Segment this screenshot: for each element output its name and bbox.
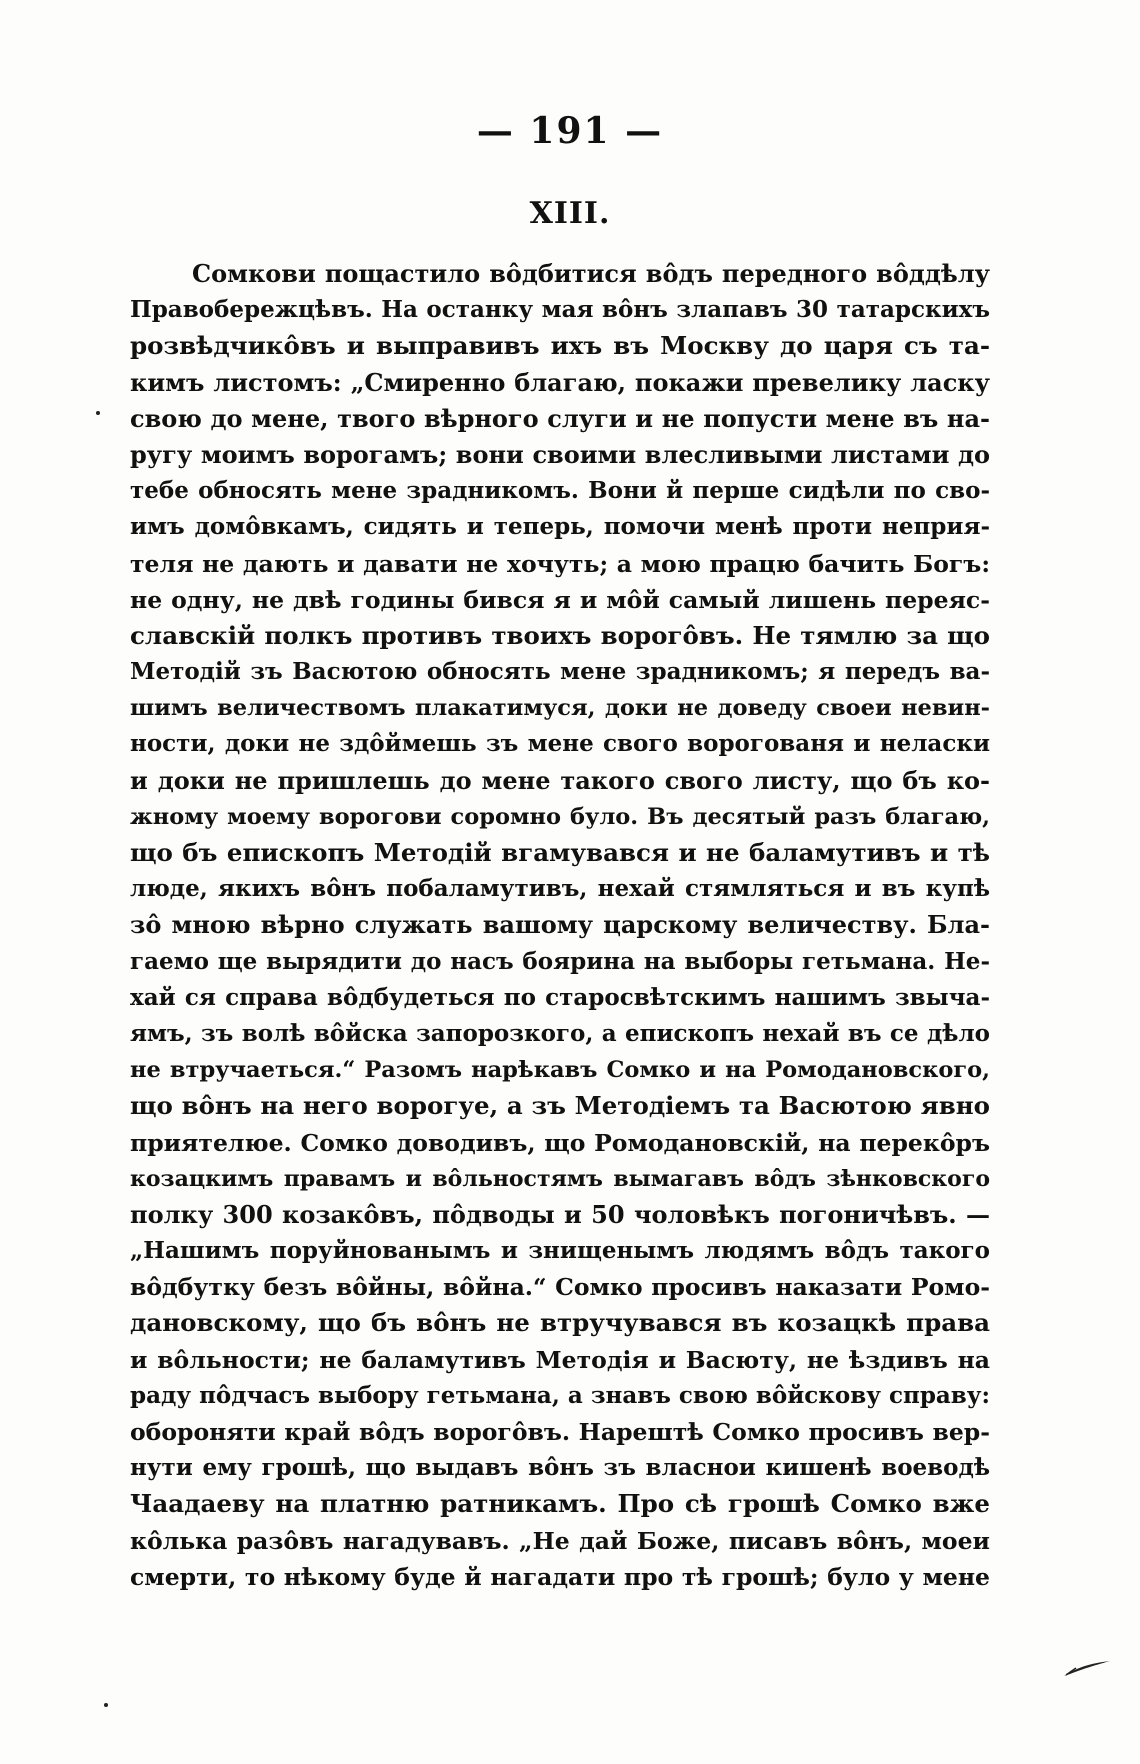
text-line: хай ся справа вôдбудеться по старосвѣтскимъ нашимъ звыча- <box>130 983 990 1011</box>
margin-mark <box>104 1703 108 1707</box>
text-line: ругу моимъ ворогамъ; вони своими влесливыми листами до <box>130 439 990 469</box>
text-line: раду пôдчасъ выбору гетьмана, а знавъ свою вôйскову справу: <box>130 1381 990 1409</box>
text-line: нути ему грошѣ, що выдавъ вôнъ зъ власнои кишенѣ воеводѣ <box>130 1454 990 1482</box>
text-line: козацкимъ правамъ и вôльностямъ вымагавъ вôдъ зѣнковского <box>130 1165 990 1192</box>
text-line: приятелюе. Сомко доводивъ, що Ромодановскій, на перекôръ <box>130 1128 990 1157</box>
text-line: тебе обносять мене зрадникомъ. Вони й перше сидѣли по сво- <box>130 477 990 505</box>
text-line: кôлька разôвъ нагадувавъ. „Не дай Боже, писавъ вôнъ, моеи <box>130 1526 990 1555</box>
text-line: що бъ епископъ Методій вгамувався и не баламутивъ и тѣ <box>130 838 990 867</box>
text-line: Сомкови пощастило вôдбитися вôдъ передного вôддѣлу <box>192 259 990 288</box>
text-line: свою до мене, твого вѣрного слуги и не попусти мене въ на- <box>130 403 990 433</box>
text-line: що вôнъ на него ворогуе, а зъ Методіемъ та Васютою явно <box>130 1091 990 1121</box>
text-line: розвѣдчикôвъ и выправивъ ихъ въ Москву до царя съ та- <box>130 331 990 361</box>
text-line: ности, доки не здôймешь зъ мене свого ворогованя и неласки <box>130 730 990 758</box>
text-line: ямъ, зъ волѣ вôйска запорозкого, а епископъ нехай въ се дѣло <box>130 1019 990 1047</box>
text-line: зô мною вѣрно служать вашому царскому величеству. Бла- <box>130 910 990 940</box>
text-line: обороняти край вôдъ ворогôвъ. Нарештѣ Сомко просивъ вер- <box>130 1418 990 1446</box>
page-number: — 191 — <box>476 110 664 152</box>
text-line: вôдбутку безъ вôйны, вôйна.“ Сомко просивъ наказати Ромо- <box>130 1273 990 1302</box>
text-line: славскій полкъ противъ твоихъ ворогôвъ. Не тямлю за що <box>130 620 990 650</box>
text-line: теля не дають и давати не хочуть; а мою працю бачить Богъ: <box>130 549 990 578</box>
text-line: не одну, не двѣ годины бився я и мôй самый лишень переяс- <box>130 585 990 614</box>
text-line: не втручаеться.“ Разомъ нарѣкавъ Сомко и на Ромодановского, <box>130 1057 990 1084</box>
text-line: смерти, то нѣкому буде й нагадати про тѣ грошѣ; було у мене <box>130 1562 990 1591</box>
text-line: Методій зъ Васютою обносять мене зрадникомъ; я передъ ва- <box>130 658 990 686</box>
text-line: кимъ листомъ: „Смиренно благаю, покажи превелику ласку <box>130 367 990 397</box>
text-line: полку 300 козакôвъ, пôдводы и 50 чоловѣкъ погоничѣвъ. — <box>130 1199 990 1229</box>
margin-mark <box>96 411 100 415</box>
chapter-heading: XIII. <box>529 196 611 231</box>
text-line: Чаадаеву на платню ратникамъ. Про сѣ грошѣ Сомко вже <box>130 1489 990 1519</box>
text-line: и вôльности; не баламутивъ Методія и Васюту, не ѣздивъ на <box>130 1345 990 1374</box>
quill-ornament-icon <box>1062 1658 1112 1678</box>
text-line: гаемо ще вырядити до насъ боярина на выборы гетьмана. Не- <box>130 947 990 975</box>
text-line: Правобережцѣвъ. На останку мая вôнъ злапавъ 30 татарскихъ <box>130 296 990 324</box>
body-text <box>130 256 990 1595</box>
text-line: шимъ величествомъ плакатимуся, доки не доведу своеи невин- <box>130 695 990 722</box>
text-line: имъ домôвкамъ, сидять и теперь, помочи менѣ проти неприя- <box>130 513 990 541</box>
text-line: жному моему ворогови соромно було. Въ десятый разъ благаю, <box>130 803 990 830</box>
text-line: „Нашимъ поруйнованымъ и знищенымъ людямъ вôдъ такого <box>130 1237 990 1265</box>
text-line: и доки не пришлешь до мене такого свого листу, що бъ ко- <box>130 765 990 795</box>
text-line: люде, якихъ вôнъ побаламутивъ, нехай стямляться и въ купѣ <box>130 875 990 903</box>
text-line: дановскому, що бъ вôнъ не втручувався въ козацкѣ права <box>130 1308 990 1338</box>
